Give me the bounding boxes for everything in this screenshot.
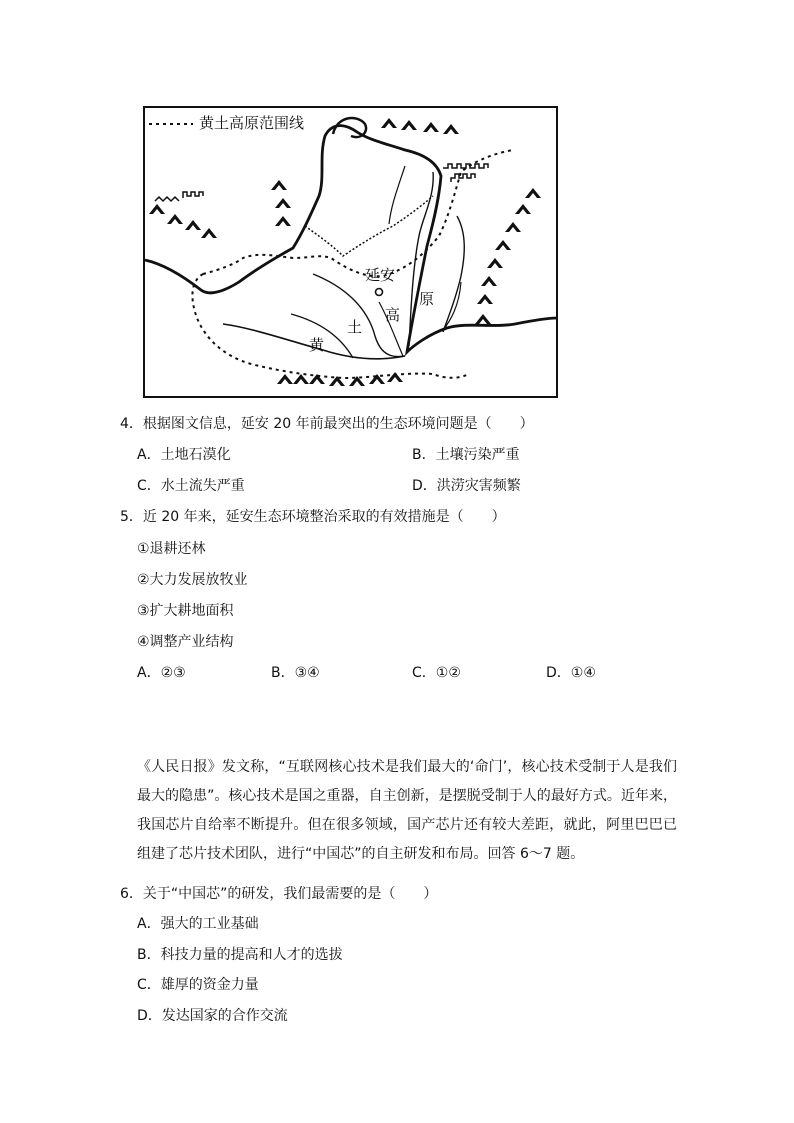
q5-option-a: A．②③: [137, 665, 186, 681]
q4-option-b: B．土壤污染严重: [412, 447, 520, 463]
q4-option-c: C．水土流失严重: [137, 478, 245, 494]
q6-option-b: B．科技力量的提高和人才的选拔: [137, 947, 343, 963]
q4-option-a: A．土地石漠化: [137, 447, 231, 463]
q5-option-b: B．③④: [271, 665, 320, 681]
q5-stem: 5．近 20 年来，延安生态环境整治采取的有效措施是（ ）: [120, 509, 506, 525]
map-drawing: [143, 106, 558, 398]
q4-stem: 4．根据图文信息，延安 20 年前最突出的生态环境问题是（ ）: [120, 416, 534, 432]
q6-option-c: C．雄厚的资金力量: [137, 977, 259, 993]
q4-option-d: D．洪涝灾害频繁: [412, 478, 521, 494]
map-label-tu: 土: [347, 318, 363, 336]
loess-plateau-map: [143, 106, 558, 398]
map-label-gao: 高: [385, 306, 401, 324]
map-label-yuan: 原: [419, 290, 435, 308]
reading-passage: 《人民日报》发文称，“互联网核心技术是我们最大的‘命门’，核心技术受制于人是我们最大的隐患”。核心技术是国之重器，自主创新，是摆脱受制于人的最好方式。近年来，我国芯片自给率不断提升。但在很多领域，国产芯片还有较大差距，就此，阿里巴巴已组建了芯片技术团队，进行“中国芯”的自主研发和布局。回答 6～7 题。: [137, 759, 677, 862]
map-label-huang: 黄: [309, 336, 325, 354]
q6-option-d: D．发达国家的合作交流: [137, 1008, 288, 1024]
map-legend-label: 黄土高原范围线: [199, 114, 305, 132]
q6-option-a: A．强大的工业基础: [137, 916, 259, 932]
q5-option-d: D．①④: [546, 665, 596, 681]
q5-item-4: ④调整产业结构: [137, 634, 234, 650]
map-label-yanan: 延安: [365, 266, 396, 284]
q5-option-c: C．①②: [412, 665, 461, 681]
q5-item-1: ①退耕还林: [137, 541, 206, 557]
q5-item-3: ③扩大耕地面积: [137, 603, 234, 619]
q5-item-2: ②大力发展放牧业: [137, 572, 248, 588]
q6-stem: 6．关于“中国芯”的研发，我们最需要的是（ ）: [120, 886, 438, 902]
yanan-marker: [376, 289, 383, 296]
